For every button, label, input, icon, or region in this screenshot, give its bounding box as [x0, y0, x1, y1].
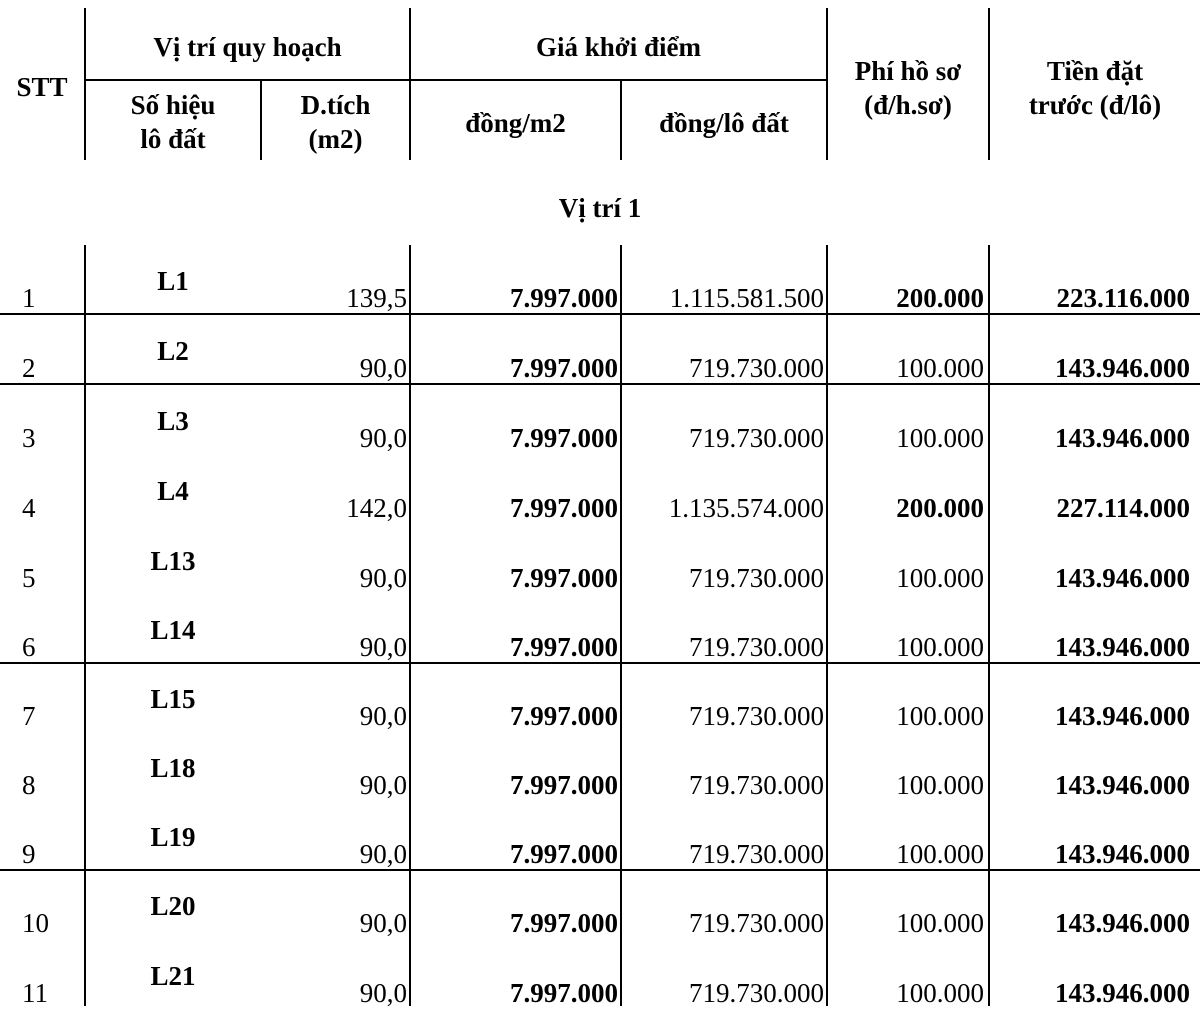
table-row [0, 594, 1200, 664]
cell-dien-tich: 90,0 [359, 632, 407, 662]
cell-tien-dat-truoc: 227.114.000 [1056, 493, 1190, 523]
table-row [0, 940, 1200, 1010]
header-so-hieu-lo-dat: Số hiệu lô đất [130, 90, 216, 154]
grid-line [84, 245, 86, 1006]
header-tien-dat-truoc: Tiền đặt trước (đ/lô) [1028, 56, 1162, 120]
cell-dien-tich: 90,0 [359, 423, 407, 453]
cell-phi-ho-so: 100.000 [896, 563, 984, 593]
cell-gia-m2: 7.997.000 [510, 978, 618, 1008]
cell-gia-lo: 719.730.000 [689, 563, 824, 593]
header-stt: STT [16, 72, 68, 102]
grid-line [84, 79, 411, 81]
cell-stt: 9 [22, 839, 36, 869]
cell-tien-dat-truoc: 143.946.000 [1055, 563, 1190, 593]
header-gia-khoi-diem: Giá khởi điểm [536, 32, 701, 62]
cell-so-hieu-lo: L20 [150, 891, 196, 921]
cell-gia-m2: 7.997.000 [510, 563, 618, 593]
cell-stt: 3 [22, 423, 36, 453]
header-dong-m2: đồng/m2 [465, 108, 566, 138]
cell-dien-tich: 90,0 [359, 563, 407, 593]
cell-gia-m2: 7.997.000 [510, 701, 618, 731]
table-row [0, 385, 1200, 455]
table-row [0, 245, 1200, 315]
cell-stt: 6 [22, 632, 36, 662]
table-row [0, 525, 1200, 595]
cell-gia-m2: 7.997.000 [510, 493, 618, 523]
cell-phi-ho-so: 100.000 [896, 770, 984, 800]
grid-line [620, 245, 622, 1006]
cell-so-hieu-lo: L15 [150, 684, 196, 714]
grid-line [409, 79, 828, 81]
cell-gia-lo: 719.730.000 [689, 353, 824, 383]
cell-gia-m2: 7.997.000 [510, 632, 618, 662]
cell-stt: 7 [22, 701, 36, 731]
cell-gia-m2: 7.997.000 [510, 839, 618, 869]
cell-gia-lo: 719.730.000 [689, 423, 824, 453]
header-dien-tich: D.tích (m2) [300, 90, 371, 154]
cell-so-hieu-lo: L3 [157, 406, 189, 436]
cell-phi-ho-so: 100.000 [896, 839, 984, 869]
grid-line [826, 245, 828, 1006]
header-phi-ho-so: Phí hồ sơ (đ/h.sơ) [854, 56, 962, 120]
cell-phi-ho-so: 100.000 [896, 978, 984, 1008]
cell-dien-tich: 90,0 [359, 701, 407, 731]
cell-stt: 5 [22, 563, 36, 593]
cell-tien-dat-truoc: 143.946.000 [1055, 770, 1190, 800]
grid-line [409, 245, 411, 1006]
cell-phi-ho-so: 100.000 [896, 632, 984, 662]
cell-stt: 8 [22, 770, 36, 800]
table-row [0, 455, 1200, 525]
cell-stt: 4 [22, 493, 36, 523]
cell-gia-m2: 7.997.000 [510, 908, 618, 938]
cell-gia-m2: 7.997.000 [510, 423, 618, 453]
cell-tien-dat-truoc: 143.946.000 [1055, 978, 1190, 1008]
grid-line [988, 245, 990, 1006]
cell-dien-tich: 90,0 [359, 978, 407, 1008]
cell-tien-dat-truoc: 143.946.000 [1055, 908, 1190, 938]
cell-phi-ho-so: 100.000 [896, 701, 984, 731]
table-row [0, 870, 1200, 940]
cell-dien-tich: 90,0 [359, 839, 407, 869]
cell-tien-dat-truoc: 143.946.000 [1055, 632, 1190, 662]
cell-gia-lo: 719.730.000 [689, 978, 824, 1008]
cell-so-hieu-lo: L4 [157, 476, 189, 506]
cell-tien-dat-truoc: 223.116.000 [1056, 283, 1190, 313]
cell-gia-lo: 719.730.000 [689, 770, 824, 800]
cell-so-hieu-lo: L1 [157, 266, 189, 296]
section-title: Vị trí 1 [558, 193, 642, 223]
cell-gia-m2: 7.997.000 [510, 353, 618, 383]
header-dong-lo-dat: đồng/lô đất [659, 108, 789, 138]
cell-phi-ho-so: 200.000 [896, 493, 984, 523]
header-vi-tri-quy-hoach: Vị trí quy hoạch [153, 32, 342, 62]
cell-phi-ho-so: 100.000 [896, 908, 984, 938]
cell-gia-m2: 7.997.000 [510, 283, 618, 313]
table-row [0, 801, 1200, 871]
cell-gia-lo: 1.115.581.500 [669, 283, 824, 313]
cell-tien-dat-truoc: 143.946.000 [1055, 701, 1190, 731]
cell-gia-lo: 719.730.000 [689, 701, 824, 731]
cell-tien-dat-truoc: 143.946.000 [1055, 839, 1190, 869]
cell-gia-lo: 719.730.000 [689, 839, 824, 869]
cell-stt: 1 [22, 283, 36, 313]
cell-stt: 10 [22, 908, 49, 938]
cell-dien-tich: 90,0 [359, 770, 407, 800]
cell-so-hieu-lo: L13 [150, 546, 196, 576]
cell-so-hieu-lo: L19 [150, 822, 196, 852]
cell-dien-tich: 142,0 [346, 493, 407, 523]
cell-phi-ho-so: 200.000 [896, 283, 984, 313]
cell-dien-tich: 139,5 [346, 283, 407, 313]
cell-stt: 11 [22, 978, 48, 1008]
cell-stt: 2 [22, 353, 36, 383]
cell-gia-lo: 719.730.000 [689, 908, 824, 938]
cell-so-hieu-lo: L21 [150, 961, 196, 991]
cell-tien-dat-truoc: 143.946.000 [1055, 353, 1190, 383]
row-separator [0, 383, 1200, 385]
cell-dien-tich: 90,0 [359, 353, 407, 383]
row-separator [0, 869, 1200, 871]
cell-so-hieu-lo: L18 [150, 753, 196, 783]
row-separator [0, 313, 1200, 315]
cell-so-hieu-lo: L2 [157, 336, 189, 366]
cell-dien-tich: 90,0 [359, 908, 407, 938]
cell-gia-lo: 719.730.000 [689, 632, 824, 662]
table-row [0, 315, 1200, 385]
cell-phi-ho-so: 100.000 [896, 423, 984, 453]
cell-tien-dat-truoc: 143.946.000 [1055, 423, 1190, 453]
cell-phi-ho-so: 100.000 [896, 353, 984, 383]
cell-gia-lo: 1.135.574.000 [668, 493, 824, 523]
cell-gia-m2: 7.997.000 [510, 770, 618, 800]
cell-so-hieu-lo: L14 [150, 615, 196, 645]
table-row [0, 732, 1200, 802]
row-separator [0, 662, 1200, 664]
table-row [0, 663, 1200, 733]
